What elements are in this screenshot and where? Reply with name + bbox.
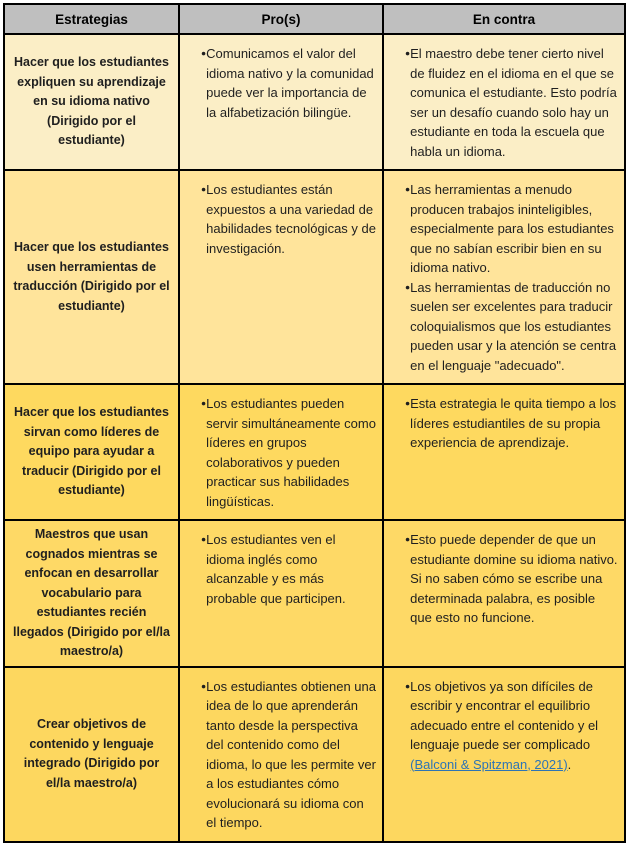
strategy-cell: Maestros que usan cognados mientras se enfocan en desarrollar vocabulario para estudiantes recién llegados (Dirigido por el/la maestro/a) [4, 520, 179, 667]
citation-link[interactable]: (Balconi & Spitzman, 2021) [410, 756, 568, 772]
table-header-row [4, 4, 625, 34]
strategy-cell: Hacer que los estudiantes usen herramientas de traducción (Dirigido por el estudiante) [4, 170, 179, 384]
con-text-before-link: Los objetivos ya son difíciles de escribir y encontrar el equilibrio adecuado entre el contenido y el lenguaje puede ser complicado [410, 678, 599, 752]
list-item [180, 394, 379, 511]
bullet-icon: ● [405, 534, 411, 544]
con-text: Esto puede depender de que un estudiante domine su idioma nativo. Si no saben cómo se escribe una determinada palabra, es posible que esto no funcione. [410, 532, 618, 625]
strategy-cell: Crear objetivos de contenido y lenguaje integrado (Dirigido por el/la maestro/a) [4, 667, 179, 842]
table-row [4, 667, 625, 842]
con-text-after-link: . [567, 756, 572, 772]
table-row [4, 170, 625, 384]
cons-cell [383, 384, 625, 520]
list-item [384, 278, 621, 376]
table-row [4, 34, 625, 170]
list-item [180, 180, 379, 258]
con-text: Las herramientas de traducción no suelen ser excelentes para traducir coloquialismos que los estudiantes pueden usar y la atención se centra en el lenguaje "adecuado". [410, 279, 617, 373]
table-row [4, 384, 625, 520]
list-item [180, 44, 379, 122]
table-row [4, 520, 625, 667]
strategies-comparison-table [3, 3, 626, 843]
pro-text: Los estudiantes ven el idioma inglés como alcanzable y es más probable que participen. [206, 532, 346, 606]
strategy-cell: Hacer que los estudiantes sirvan como líderes de equipo para ayudar a traducir (Dirigido por el estudiante) [4, 384, 179, 520]
cons-cell [383, 667, 625, 842]
header-cell-estrategias: Estrategias [4, 4, 179, 34]
bullet-icon: ● [405, 398, 411, 408]
bullet-icon: ● [405, 48, 411, 58]
list-item [384, 530, 621, 628]
con-text [410, 677, 621, 775]
list-item [180, 677, 379, 833]
pros-cell [179, 34, 383, 170]
pros-cell [179, 667, 383, 842]
list-item [384, 180, 621, 278]
pros-cell [179, 520, 383, 667]
cons-cell [383, 520, 625, 667]
pro-text: Los estudiantes pueden servir simultáneamente como líderes en grupos colaborativos y pueden practicar sus habilidades lingüísticas. [206, 396, 376, 509]
list-item [384, 677, 621, 775]
bullet-icon: ● [405, 184, 411, 194]
bullet-icon: ● [405, 680, 411, 691]
cons-cell [383, 170, 625, 384]
con-text: Las herramientas a menudo producen trabajos ininteligibles, especialmente para los estudiantes que no sabían escribir bien en su idioma nativo. [410, 182, 614, 275]
header-cell-pros: Pro(s) [179, 4, 383, 34]
bullet-icon: ● [201, 398, 207, 408]
bullet-icon: ● [201, 184, 207, 194]
list-item [180, 530, 379, 608]
pro-text: Los estudiantes están expuestos a una variedad de habilidades tecnológicas y de investigación. [206, 182, 376, 256]
pros-cell [179, 170, 383, 384]
cons-cell [383, 34, 625, 170]
list-item [384, 44, 621, 161]
pro-text: Los estudiantes obtienen una idea de lo que aprenderán tanto desde la perspectiva del contenido como del idioma, lo que les permite ver a los estudiantes cómo evolucionará su idioma con el tiempo. [206, 678, 376, 830]
bullet-icon: ● [201, 534, 207, 544]
bullet-icon: ● [405, 281, 411, 292]
strategy-cell: Hacer que los estudiantes expliquen su aprendizaje en su idioma nativo (Dirigido por el estudiante) [4, 34, 179, 170]
bullet-icon: ● [201, 680, 207, 691]
pros-cell [179, 384, 383, 520]
con-text: El maestro debe tener cierto nivel de fluidez en el idioma en el que se comunica el estudiante. Esto podría ser un desafío cuando solo hay un estudiante en toda la escuela que habla un idioma. [410, 46, 617, 159]
bullet-icon: ● [201, 48, 207, 58]
list-item [384, 394, 621, 453]
con-text: Esta estrategia le quita tiempo a los líderes estudiantiles de su propia experiencia de aprendizaje. [410, 396, 617, 450]
header-cell-en-contra: En contra [383, 4, 625, 34]
pro-text: Comunicamos el valor del idioma nativo y la comunidad puede ver la importancia de la alfabetización bilingüe. [206, 46, 374, 120]
